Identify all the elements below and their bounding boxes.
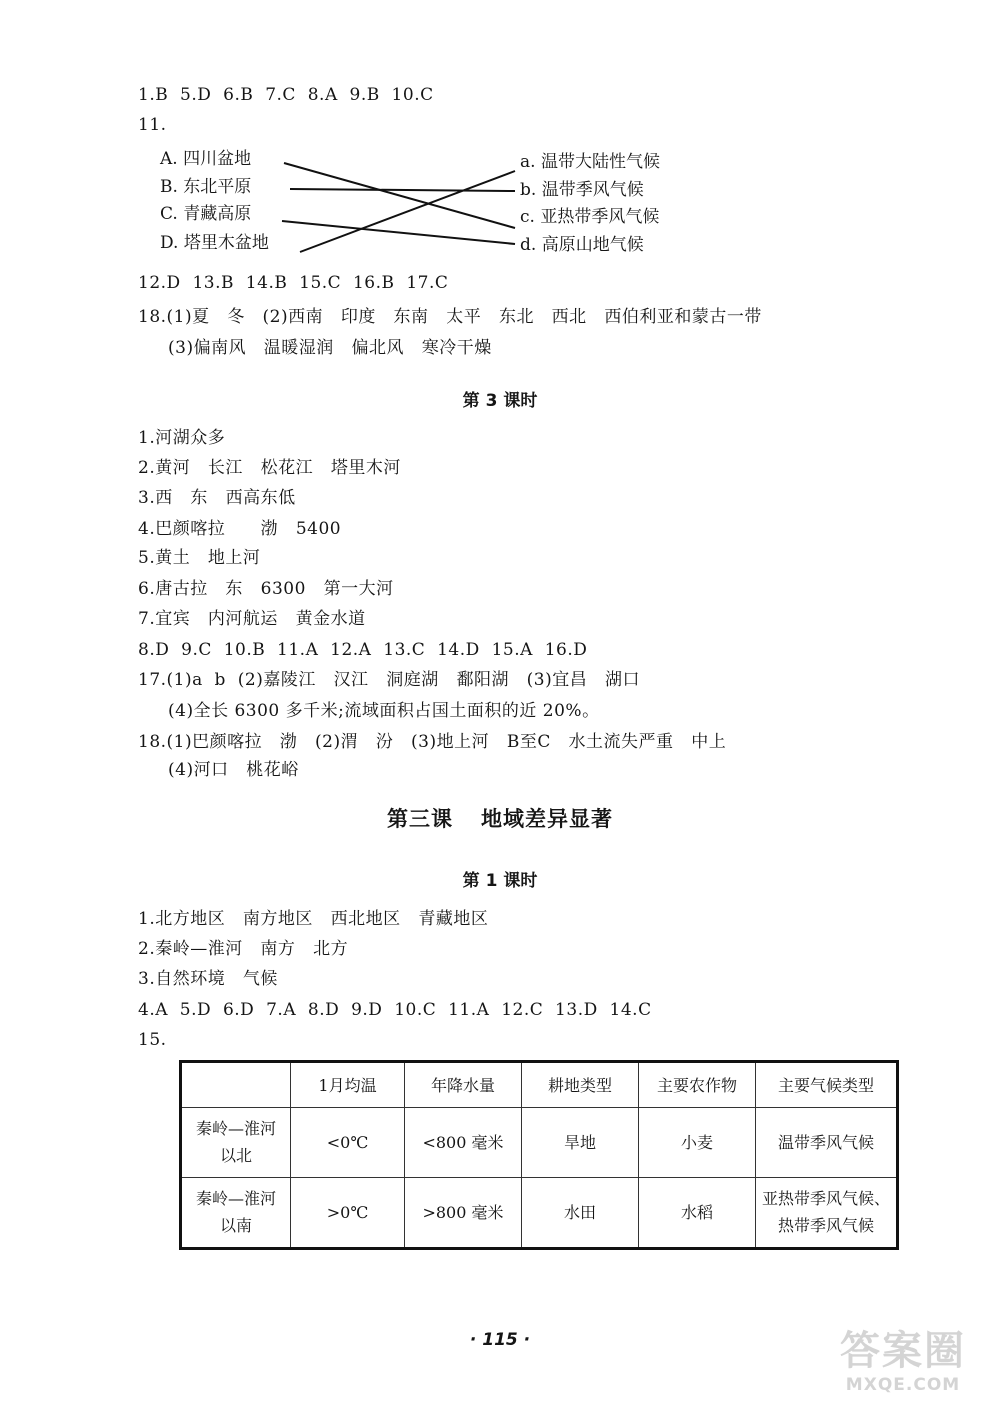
answer-line-11-label: 11. [138,115,167,135]
lesson3-line-4: 4.巴颜喀拉 渤 5400 [138,519,342,539]
climate-line-1: 亚热带季风气候、 [761,1189,890,1209]
table-cell-region [181,1108,291,1178]
table-cell-crop: 水稻 [639,1177,756,1248]
lesson3-line-5: 5.黄土 地上河 [138,548,261,568]
section-heading-lesson-3: 第 3 课时 [462,391,538,411]
match-line-a-c [284,163,515,228]
lesson3-line-17: 17.(1)a b (2)嘉陵江 汉江 洞庭湖 鄱阳湖 (3)宜昌 湖口 [138,670,640,690]
lesson1-line-3: 3.自然环境 气候 [138,969,278,989]
region-line-1: 秦岭—淮河 [195,1119,276,1139]
lesson3-line-8: 8.D 9.C 10.B 11.A 12.A 13.C 14.D 15.A 16.D [138,640,588,660]
lesson3-line-6: 6.唐古拉 东 6300 第一大河 [138,579,394,599]
table-cell-precip: >800 毫米 [405,1177,522,1248]
match-right-b: b. 温带季风气候 [520,180,644,200]
match-left-a: A. 四川盆地 [160,149,252,169]
lesson1-line-15-label: 15. [138,1030,167,1050]
climate-line-2: 热带季风气候 [777,1216,874,1236]
chapter-title [0,803,1000,833]
match-line-c-d [282,221,515,244]
page-number: · 115 · [469,1330,531,1350]
lesson3-line-2: 2.黄河 长江 松花江 塔里木河 [138,458,401,478]
answer-line-1: 1.B 5.D 6.B 7.C 8.A 9.B 10.C [138,85,434,105]
table-header-land: 耕地类型 [522,1062,639,1108]
lesson1-line-2: 2.秦岭—淮河 南方 北方 [138,939,349,959]
lesson1-line-4: 4.A 5.D 6.D 7.A 8.D 9.D 10.C 11.A 12.C 13.D 14.C [138,1000,652,1020]
section-heading-lesson-1: 第 1 课时 [462,871,538,891]
table-cell-climate [756,1177,898,1248]
answer-line-18: 18.(1)夏 冬 (2)西南 印度 东南 太平 东北 西北 西伯利亚和蒙古一带 [138,307,762,327]
chapter-title-name: 地域差异显著 [481,807,613,831]
match-left-c: C. 青藏高原 [160,204,252,224]
match-left-d: D. 塔里木盆地 [160,233,269,253]
match-right-a: a. 温带大陆性气候 [520,152,660,172]
match-line-b-b [290,189,515,191]
table-cell-climate: 温带季风气候 [756,1108,898,1178]
region-line-2: 以北 [219,1146,252,1166]
table-header-temp: 1月均温 [291,1062,405,1108]
table-cell-region [181,1177,291,1248]
table-header-row [181,1062,898,1108]
match-left-b: B. 东北平原 [160,177,252,197]
table-cell-temp: <0℃ [291,1108,405,1178]
lesson3-line-18-4: (4)河口 桃花峪 [168,760,299,780]
region-line-1: 秦岭—淮河 [195,1189,276,1209]
answer-line-12: 12.D 13.B 14.B 15.C 16.B 17.C [138,273,449,293]
watermark-logo-text: 答案圈 [840,1328,966,1374]
table-row [181,1177,898,1248]
match-right-d: d. 高原山地气候 [520,235,644,255]
lesson3-line-17-4: (4)全长 6300 多千米;流域面积占国土面积的近 20%。 [168,701,600,721]
lesson1-line-1: 1.北方地区 南方地区 西北地区 青藏地区 [138,909,489,929]
table-header-crop: 主要农作物 [639,1062,756,1108]
lesson3-line-1: 1.河湖众多 [138,428,226,448]
chapter-title-number: 第三课 [387,807,453,831]
table-cell-land: 水田 [522,1177,639,1248]
watermark-logo [818,1328,988,1404]
table-header-climate: 主要气候类型 [756,1062,898,1108]
answer-line-18-3: (3)偏南风 温暖湿润 偏北风 寒冷干燥 [168,338,492,358]
matching-lines [0,0,1000,300]
climate-comparison-table [179,1060,899,1250]
table-cell-crop: 小麦 [639,1108,756,1178]
table-cell-precip: <800 毫米 [405,1108,522,1178]
watermark-domain: MXQE.COM [845,1375,961,1395]
table-row [181,1108,898,1178]
match-right-c: c. 亚热带季风气候 [520,207,660,227]
table-header-precip: 年降水量 [405,1062,522,1108]
region-line-2: 以南 [219,1216,252,1236]
table-cell-temp: >0℃ [291,1177,405,1248]
table-cell-land: 旱地 [522,1108,639,1178]
table-header-empty [181,1062,291,1108]
lesson3-line-7: 7.宜宾 内河航运 黄金水道 [138,609,366,629]
lesson3-line-3: 3.西 东 西高东低 [138,488,296,508]
lesson3-line-18: 18.(1)巴颜喀拉 渤 (2)渭 汾 (3)地上河 B至C 水土流失严重 中上 [138,732,727,752]
